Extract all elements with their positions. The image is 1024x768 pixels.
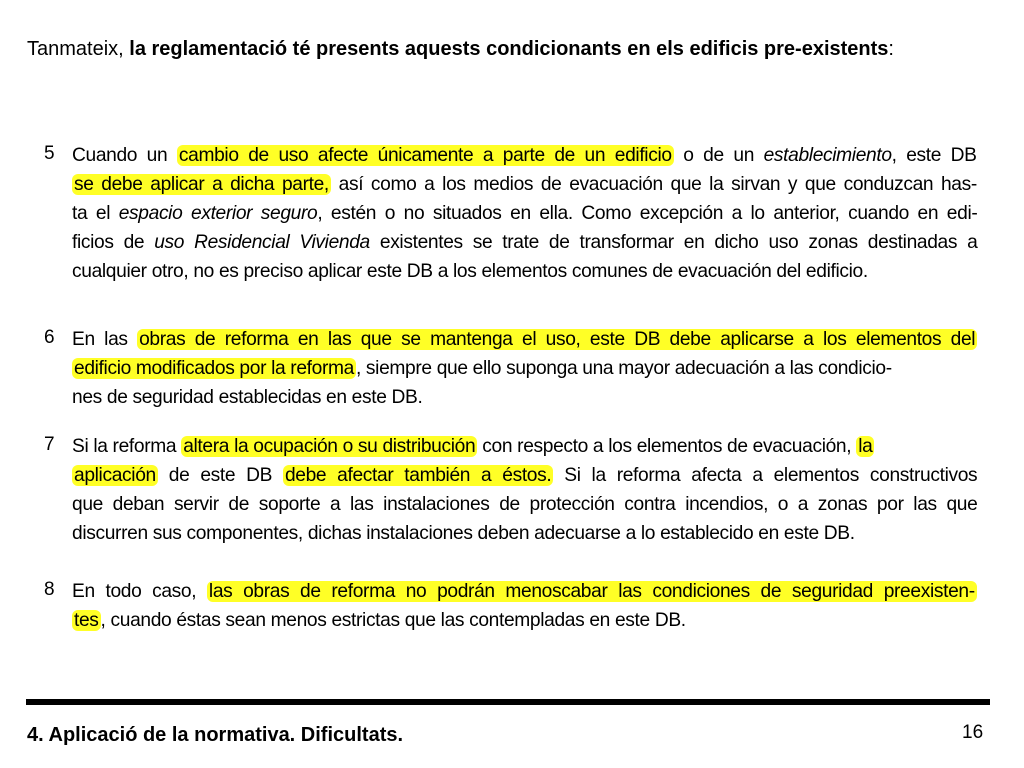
- highlighted-text: cambio de uso afecte únicamente a parte de un edificio: [178, 145, 672, 166]
- text-segment: cualquier otro, no es preciso aplicar este DB a los elementos comunes de evacuación del edificio.: [72, 261, 868, 282]
- text-segment: Si la reforma afecta a elementos constructivos: [553, 465, 978, 486]
- text-segment: así como a los medios de evacuación que la sirvan y que conduzcan has-: [330, 174, 977, 195]
- highlighted-text: altera la ocupación o su distribución: [183, 436, 476, 457]
- intro-bold: la reglamentació té presents aquests condicionants en els edificis pre-existents: [129, 38, 889, 60]
- text-segment: ficios de: [72, 232, 155, 253]
- intro-tail: :: [888, 38, 894, 60]
- page-number: 16: [962, 722, 984, 743]
- text-line: [72, 201, 977, 227]
- text-line: [72, 172, 977, 198]
- text-segment: existentes se trate de transformar en dicho uso zonas destinadas a: [369, 232, 978, 253]
- text-line: [72, 356, 892, 382]
- intro-text: [27, 34, 997, 65]
- highlighted-text: aplicación: [74, 465, 156, 486]
- highlighted-text: debe afectar también a éstos.: [284, 465, 552, 486]
- text-segment: ta el: [72, 203, 119, 224]
- text-segment: espacio exterior seguro: [118, 203, 318, 224]
- text-segment: nes de seguridad establecidas en este DB.: [72, 387, 423, 408]
- text-segment: , cuando éstas sean menos estrictas que las contempladas en este DB.: [100, 610, 686, 631]
- text-line: [72, 463, 977, 489]
- text-line: [72, 492, 977, 518]
- text-line: [72, 434, 874, 460]
- text-line: [72, 259, 868, 285]
- text-line: [72, 608, 686, 634]
- paragraph-number: 5: [44, 143, 55, 164]
- text-line: [72, 327, 977, 353]
- text-line: [72, 143, 977, 169]
- text-segment: En todo caso,: [72, 581, 207, 602]
- text-segment: , siempre que ello suponga una mayor adecuación a las condicio-: [355, 358, 892, 379]
- text-segment: que deban servir de soporte a las instalaciones de protección contra incendios, o a zonas por las que: [72, 494, 978, 515]
- text-segment: con respecto a los elementos de evacuación,: [477, 436, 857, 457]
- text-line: [72, 579, 977, 605]
- text-line: [72, 385, 422, 411]
- highlighted-text: edificio modificados por la reforma: [74, 358, 354, 379]
- text-segment: de este DB: [157, 465, 283, 486]
- text-segment: uso Residencial Vivienda: [154, 232, 370, 253]
- highlighted-text: tes: [74, 610, 99, 631]
- paragraph-number: 7: [44, 434, 55, 455]
- text-segment: Cuando un: [72, 145, 177, 166]
- paragraph-number: 8: [44, 579, 55, 600]
- text-segment: Si la reforma: [72, 436, 182, 457]
- text-segment: discurren sus componentes, dichas instalaciones deben adecuarse a lo establecido en este DB.: [72, 523, 855, 544]
- highlighted-text: obras de reforma en las que se mantenga el uso, este DB debe aplicarse a los elementos del: [139, 329, 976, 350]
- text-segment: establecimiento: [763, 145, 892, 166]
- footer-rule: [26, 699, 990, 705]
- text-line: [72, 230, 977, 256]
- intro-lead: Tanmateix,: [27, 38, 130, 60]
- highlighted-text: las obras de reforma no podrán menoscabar las condiciones de seguridad preexisten-: [208, 581, 975, 602]
- text-segment: , este DB: [891, 145, 977, 166]
- footer-title: 4. Aplicació de la normativa. Dificultats.: [27, 724, 404, 746]
- text-segment: , estén o no situados en ella. Como excepción a lo anterior, cuando en edi-: [317, 203, 978, 224]
- text-segment: o de un: [673, 145, 764, 166]
- text-segment: En las: [72, 329, 138, 350]
- paragraph-number: 6: [44, 327, 55, 348]
- text-line: [72, 521, 855, 547]
- highlighted-text: se debe aplicar a dicha parte,: [74, 174, 329, 195]
- highlighted-text: la: [858, 436, 873, 457]
